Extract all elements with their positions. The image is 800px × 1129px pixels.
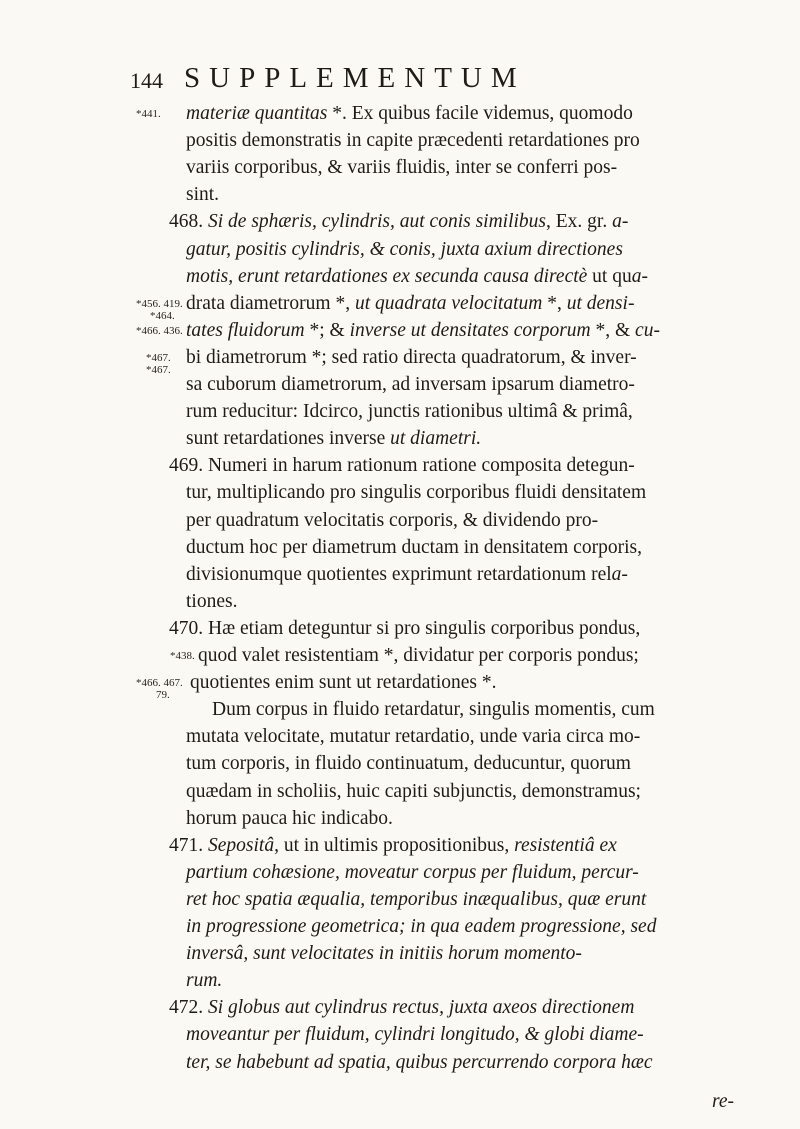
text-line: sunt retardationes inverse ut diametri. xyxy=(186,428,482,450)
margin-note: *467. xyxy=(146,364,171,377)
text-line: tur, multiplicando pro singulis corporibus fluidi densitatem xyxy=(186,482,647,504)
text-line: ductum hoc per diametrum ductam in densitatem corporis, xyxy=(186,536,642,558)
text-line: rum reducitur: Idcirco, junctis rationibus ultimâ & primâ, xyxy=(186,401,633,423)
text-line: sa cuborum diametrorum, ad inversam ipsarum diametro- xyxy=(186,374,635,395)
margin-note: *456. 419. xyxy=(136,297,183,310)
text-line: tates fluidorum *; & inverse ut densitates corporum *, & cu- xyxy=(186,319,660,341)
margin-note: *441. xyxy=(136,108,161,120)
text-line: Dum corpus in fluido retardatur, singulis momentis, cum xyxy=(212,699,655,721)
text-line: mutata velocitate, mutatur retardatio, unde varia circa mo- xyxy=(186,726,641,748)
text-line: materiæ quantitas *. Ex quibus facile videmus, quomodo xyxy=(186,103,633,124)
text-line: bi diametrorum *; sed ratio directa quadratorum, & inver- xyxy=(186,346,637,368)
margin-note: 79. xyxy=(156,689,170,702)
catchword: re- xyxy=(712,1091,735,1112)
text-line: 470. Hæ etiam deteguntur si pro singulis corporibus pondus, xyxy=(169,617,641,639)
text-line: horum pauca hic indicabo. xyxy=(186,807,393,829)
text-line: per quadratum velocitatis corporis, & dividendo pro- xyxy=(186,509,599,531)
text-line: sint. xyxy=(186,184,220,206)
text-line: quod valet resistentiam *, dividatur per corporis pondus; xyxy=(198,645,639,666)
text-line: motis, erunt retardationes ex secunda causa directè ut qua- xyxy=(186,265,648,287)
page-header xyxy=(130,62,730,102)
text-line: gatur, positis cylindris, & conis, juxta axium directiones xyxy=(186,238,623,260)
text-line: drata diametrorum *, ut quadrata velocitatum *, ut densi- xyxy=(186,292,635,314)
text-line: tum corporis, in fluido continuatum, deducuntur, quorum xyxy=(186,753,631,775)
margin-note: *466. 436. xyxy=(136,324,183,337)
margin-note: *466. 467. xyxy=(136,677,183,690)
text-line: quotientes enim sunt ut retardationes *. xyxy=(190,672,497,694)
text-line: partium cohæsione, moveatur corpus per fluidum, percur- xyxy=(186,861,639,883)
text-line: tiones. xyxy=(186,590,238,612)
text-line: ter, se habebunt ad spatia, quibus percurrendo corpora hæc xyxy=(186,1051,653,1073)
text-line: divisionumque quotientes exprimunt retardationum rela- xyxy=(186,563,628,585)
text-line: positis demonstratis in capite præcedenti retardationes pro xyxy=(186,130,640,152)
text-line: 472. Si globus aut cylindrus rectus, juxta axeos directionem xyxy=(169,997,635,1019)
page-number: 144 xyxy=(130,68,163,93)
text-line: 468. Si de sphæris, cylindris, aut conis similibus, Ex. gr. a- xyxy=(169,211,629,233)
margin-note: *464. xyxy=(150,309,175,322)
text-line: inversâ, sunt velocitates in initiis horum momento- xyxy=(186,943,582,965)
margin-note: *438. xyxy=(170,650,195,662)
text-line: rum. xyxy=(186,970,223,992)
text-line: variis corporibus, & variis fluidis, inter se conferri pos- xyxy=(186,157,618,179)
margin-note: *467. xyxy=(146,351,171,364)
text-line: 469. Numeri in harum rationum ratione composita detegun- xyxy=(169,455,635,477)
text-line: moveantur per fluidum, cylindri longitudo, & globi diame- xyxy=(186,1024,644,1046)
text-line: 471. Sepositâ, ut in ultimis propositionibus, resistentiâ ex xyxy=(169,834,617,856)
text-line: in progressione geometrica; in qua eadem progressione, sed xyxy=(186,916,657,937)
text-line: ret hoc spatia æqualia, temporibus inæqualibus, quæ erunt xyxy=(186,888,647,910)
running-head: SUPPLEMENTUM xyxy=(184,62,526,94)
text-line: quædam in scholiis, huic capiti subjunctis, demonstramus; xyxy=(186,780,641,802)
